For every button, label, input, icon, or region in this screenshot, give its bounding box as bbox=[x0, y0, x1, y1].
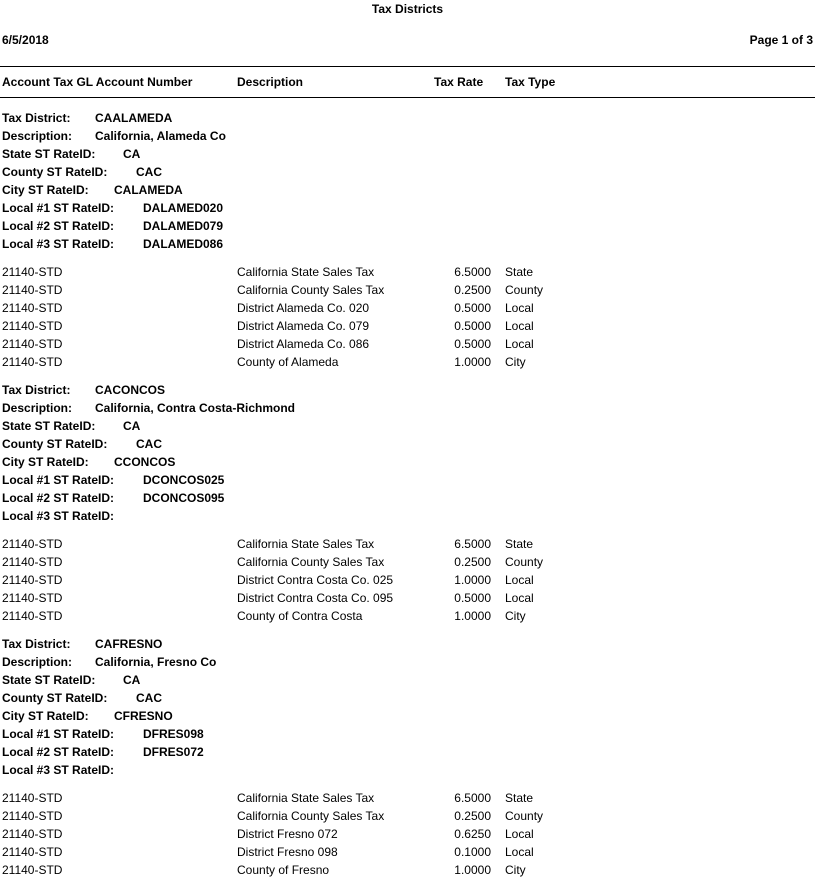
cell-type: County bbox=[505, 809, 544, 823]
cell-description: District Contra Costa Co. 025 bbox=[237, 573, 394, 587]
cell-type: Local bbox=[505, 845, 534, 859]
header-rule-bottom bbox=[0, 97, 815, 98]
district-field-state bbox=[2, 145, 141, 163]
table-row bbox=[0, 353, 815, 371]
cell-account: 21140-STD bbox=[2, 337, 63, 351]
cell-rate: 6.5000 bbox=[454, 265, 491, 279]
table-row bbox=[0, 571, 815, 589]
column-header-account: Account Tax GL Account Number bbox=[2, 75, 193, 89]
cell-account: 21140-STD bbox=[2, 355, 63, 369]
table-row bbox=[0, 607, 815, 625]
cell-account: 21140-STD bbox=[2, 555, 63, 569]
cell-type: County bbox=[505, 283, 544, 297]
cell-description: District Fresno 072 bbox=[237, 827, 338, 841]
cell-type: State bbox=[505, 791, 534, 805]
field-label: State ST RateID: bbox=[2, 147, 96, 161]
cell-description: District Alameda Co. 086 bbox=[237, 337, 370, 351]
cell-rate: 1.0000 bbox=[454, 609, 491, 623]
field-label: County ST RateID: bbox=[2, 165, 108, 179]
cell-type: Local bbox=[505, 591, 534, 605]
district-field-city bbox=[2, 453, 176, 471]
cell-rate: 6.5000 bbox=[454, 791, 491, 805]
cell-account: 21140-STD bbox=[2, 609, 63, 623]
cell-account: 21140-STD bbox=[2, 827, 63, 841]
cell-account: 21140-STD bbox=[2, 265, 63, 279]
cell-account: 21140-STD bbox=[2, 537, 63, 551]
column-header-tax-type: Tax Type bbox=[505, 75, 556, 89]
field-label: Tax District: bbox=[2, 111, 71, 125]
field-value: DALAMED020 bbox=[143, 201, 224, 215]
field-value: DCONCOS095 bbox=[143, 491, 225, 505]
table-row bbox=[0, 299, 815, 317]
field-label: Local #1 ST RateID: bbox=[2, 727, 115, 741]
cell-type: City bbox=[505, 609, 526, 623]
field-label: City ST RateID: bbox=[2, 455, 89, 469]
cell-description: District Fresno 098 bbox=[237, 845, 338, 859]
table-row bbox=[0, 263, 815, 281]
field-value: CACONCOS bbox=[95, 383, 166, 397]
cell-type: City bbox=[505, 355, 526, 369]
field-label: State ST RateID: bbox=[2, 673, 96, 687]
field-value: CA bbox=[123, 673, 141, 687]
field-label: Description: bbox=[2, 129, 73, 143]
table-row bbox=[0, 861, 815, 879]
field-label: County ST RateID: bbox=[2, 437, 108, 451]
cell-account: 21140-STD bbox=[2, 573, 63, 587]
cell-description: California State Sales Tax bbox=[237, 537, 375, 551]
field-label: State ST RateID: bbox=[2, 419, 96, 433]
cell-description: County of Fresno bbox=[237, 863, 330, 877]
field-label: Tax District: bbox=[2, 383, 71, 397]
table-row bbox=[0, 807, 815, 825]
cell-account: 21140-STD bbox=[2, 809, 63, 823]
field-label: Local #3 ST RateID: bbox=[2, 763, 115, 777]
field-label: City ST RateID: bbox=[2, 709, 89, 723]
field-value: CA bbox=[123, 419, 141, 433]
cell-description: California State Sales Tax bbox=[237, 265, 375, 279]
field-label: Local #3 ST RateID: bbox=[2, 237, 115, 251]
cell-description: District Contra Costa Co. 095 bbox=[237, 591, 394, 605]
field-label: Description: bbox=[2, 655, 73, 669]
district-field-tax-district bbox=[2, 109, 173, 127]
table-row bbox=[0, 553, 815, 571]
field-value: CAC bbox=[136, 691, 162, 705]
cell-description: District Alameda Co. 079 bbox=[237, 319, 370, 333]
cell-rate: 0.5000 bbox=[454, 319, 491, 333]
field-value: DCONCOS025 bbox=[143, 473, 225, 487]
district-field-city bbox=[2, 707, 173, 725]
table-row bbox=[0, 589, 815, 607]
cell-description: County of Contra Costa bbox=[237, 609, 363, 623]
field-value: CFRESNO bbox=[114, 709, 173, 723]
field-value: CALAMEDA bbox=[114, 183, 183, 197]
column-header-description: Description bbox=[237, 75, 304, 89]
header-rule-top bbox=[0, 66, 815, 67]
district-field-local3 bbox=[2, 235, 224, 253]
cell-type: Local bbox=[505, 573, 534, 587]
field-label: Local #2 ST RateID: bbox=[2, 745, 115, 759]
cell-type: Local bbox=[505, 827, 534, 841]
report-title: Tax Districts bbox=[371, 2, 444, 16]
cell-description: County of Alameda bbox=[237, 355, 339, 369]
field-label: Description: bbox=[2, 401, 73, 415]
cell-account: 21140-STD bbox=[2, 791, 63, 805]
cell-account: 21140-STD bbox=[2, 319, 63, 333]
district-field-description bbox=[2, 653, 217, 671]
field-value: DFRES072 bbox=[143, 745, 204, 759]
field-value: California, Alameda Co bbox=[95, 129, 226, 143]
table-row bbox=[0, 535, 815, 553]
cell-rate: 1.0000 bbox=[454, 573, 491, 587]
cell-description: California State Sales Tax bbox=[237, 791, 375, 805]
field-label: Local #2 ST RateID: bbox=[2, 491, 115, 505]
field-label: Local #1 ST RateID: bbox=[2, 201, 115, 215]
field-label: City ST RateID: bbox=[2, 183, 89, 197]
cell-type: State bbox=[505, 537, 534, 551]
field-label: County ST RateID: bbox=[2, 691, 108, 705]
district-field-local1 bbox=[2, 471, 225, 489]
table-row bbox=[0, 317, 815, 335]
district-field-city bbox=[2, 181, 183, 199]
cell-account: 21140-STD bbox=[2, 301, 63, 315]
district-field-description bbox=[2, 399, 296, 417]
cell-rate: 0.5000 bbox=[454, 337, 491, 351]
field-value: California, Fresno Co bbox=[95, 655, 217, 669]
cell-rate: 0.2500 bbox=[454, 283, 491, 297]
district-field-tax-district bbox=[2, 381, 166, 399]
cell-account: 21140-STD bbox=[2, 591, 63, 605]
report-date: 6/5/2018 bbox=[2, 33, 49, 47]
page-number: Page 1 of 3 bbox=[749, 33, 813, 47]
district-field-county bbox=[2, 689, 162, 707]
district-field-state bbox=[2, 417, 141, 435]
cell-rate: 0.5000 bbox=[454, 301, 491, 315]
field-value: CCONCOS bbox=[114, 455, 176, 469]
cell-type: Local bbox=[505, 301, 534, 315]
table-row bbox=[0, 789, 815, 807]
cell-rate: 0.2500 bbox=[454, 555, 491, 569]
field-label: Local #2 ST RateID: bbox=[2, 219, 115, 233]
cell-rate: 0.1000 bbox=[454, 845, 491, 859]
field-value: CAFRESNO bbox=[95, 637, 163, 651]
cell-account: 21140-STD bbox=[2, 845, 63, 859]
district-field-local1 bbox=[2, 199, 224, 217]
district-field-state bbox=[2, 671, 141, 689]
district-field-local1 bbox=[2, 725, 204, 743]
cell-rate: 0.6250 bbox=[454, 827, 491, 841]
field-value: CA bbox=[123, 147, 141, 161]
field-value: DALAMED079 bbox=[143, 219, 224, 233]
district-field-local3 bbox=[2, 761, 114, 779]
district-field-local3 bbox=[2, 507, 114, 525]
cell-type: County bbox=[505, 555, 544, 569]
field-value: CAC bbox=[136, 165, 162, 179]
field-value: DALAMED086 bbox=[143, 237, 224, 251]
district-field-county bbox=[2, 163, 162, 181]
table-row bbox=[0, 843, 815, 861]
cell-description: California County Sales Tax bbox=[237, 555, 385, 569]
field-value: DFRES098 bbox=[143, 727, 204, 741]
field-label: Local #3 ST RateID: bbox=[2, 509, 115, 523]
cell-rate: 0.5000 bbox=[454, 591, 491, 605]
district-field-local2 bbox=[2, 489, 225, 507]
district-field-local2 bbox=[2, 743, 204, 761]
cell-rate: 1.0000 bbox=[454, 355, 491, 369]
cell-account: 21140-STD bbox=[2, 283, 63, 297]
cell-type: State bbox=[505, 265, 534, 279]
cell-rate: 0.2500 bbox=[454, 809, 491, 823]
cell-type: Local bbox=[505, 337, 534, 351]
cell-rate: 1.0000 bbox=[454, 863, 491, 877]
column-header-tax-rate: Tax Rate bbox=[434, 75, 484, 89]
cell-type: Local bbox=[505, 319, 534, 333]
cell-description: District Alameda Co. 020 bbox=[237, 301, 370, 315]
field-value: CAALAMEDA bbox=[95, 111, 173, 125]
cell-description: California County Sales Tax bbox=[237, 283, 385, 297]
table-row bbox=[0, 281, 815, 299]
district-field-tax-district bbox=[2, 635, 163, 653]
cell-rate: 6.5000 bbox=[454, 537, 491, 551]
field-label: Tax District: bbox=[2, 637, 71, 651]
district-field-local2 bbox=[2, 217, 224, 235]
district-field-description bbox=[2, 127, 226, 145]
district-field-county bbox=[2, 435, 162, 453]
cell-description: California County Sales Tax bbox=[237, 809, 385, 823]
cell-type: City bbox=[505, 863, 526, 877]
field-label: Local #1 ST RateID: bbox=[2, 473, 115, 487]
field-value: California, Contra Costa-Richmond bbox=[95, 401, 296, 415]
table-row bbox=[0, 825, 815, 843]
cell-account: 21140-STD bbox=[2, 863, 63, 877]
table-row bbox=[0, 335, 815, 353]
field-value: CAC bbox=[136, 437, 162, 451]
